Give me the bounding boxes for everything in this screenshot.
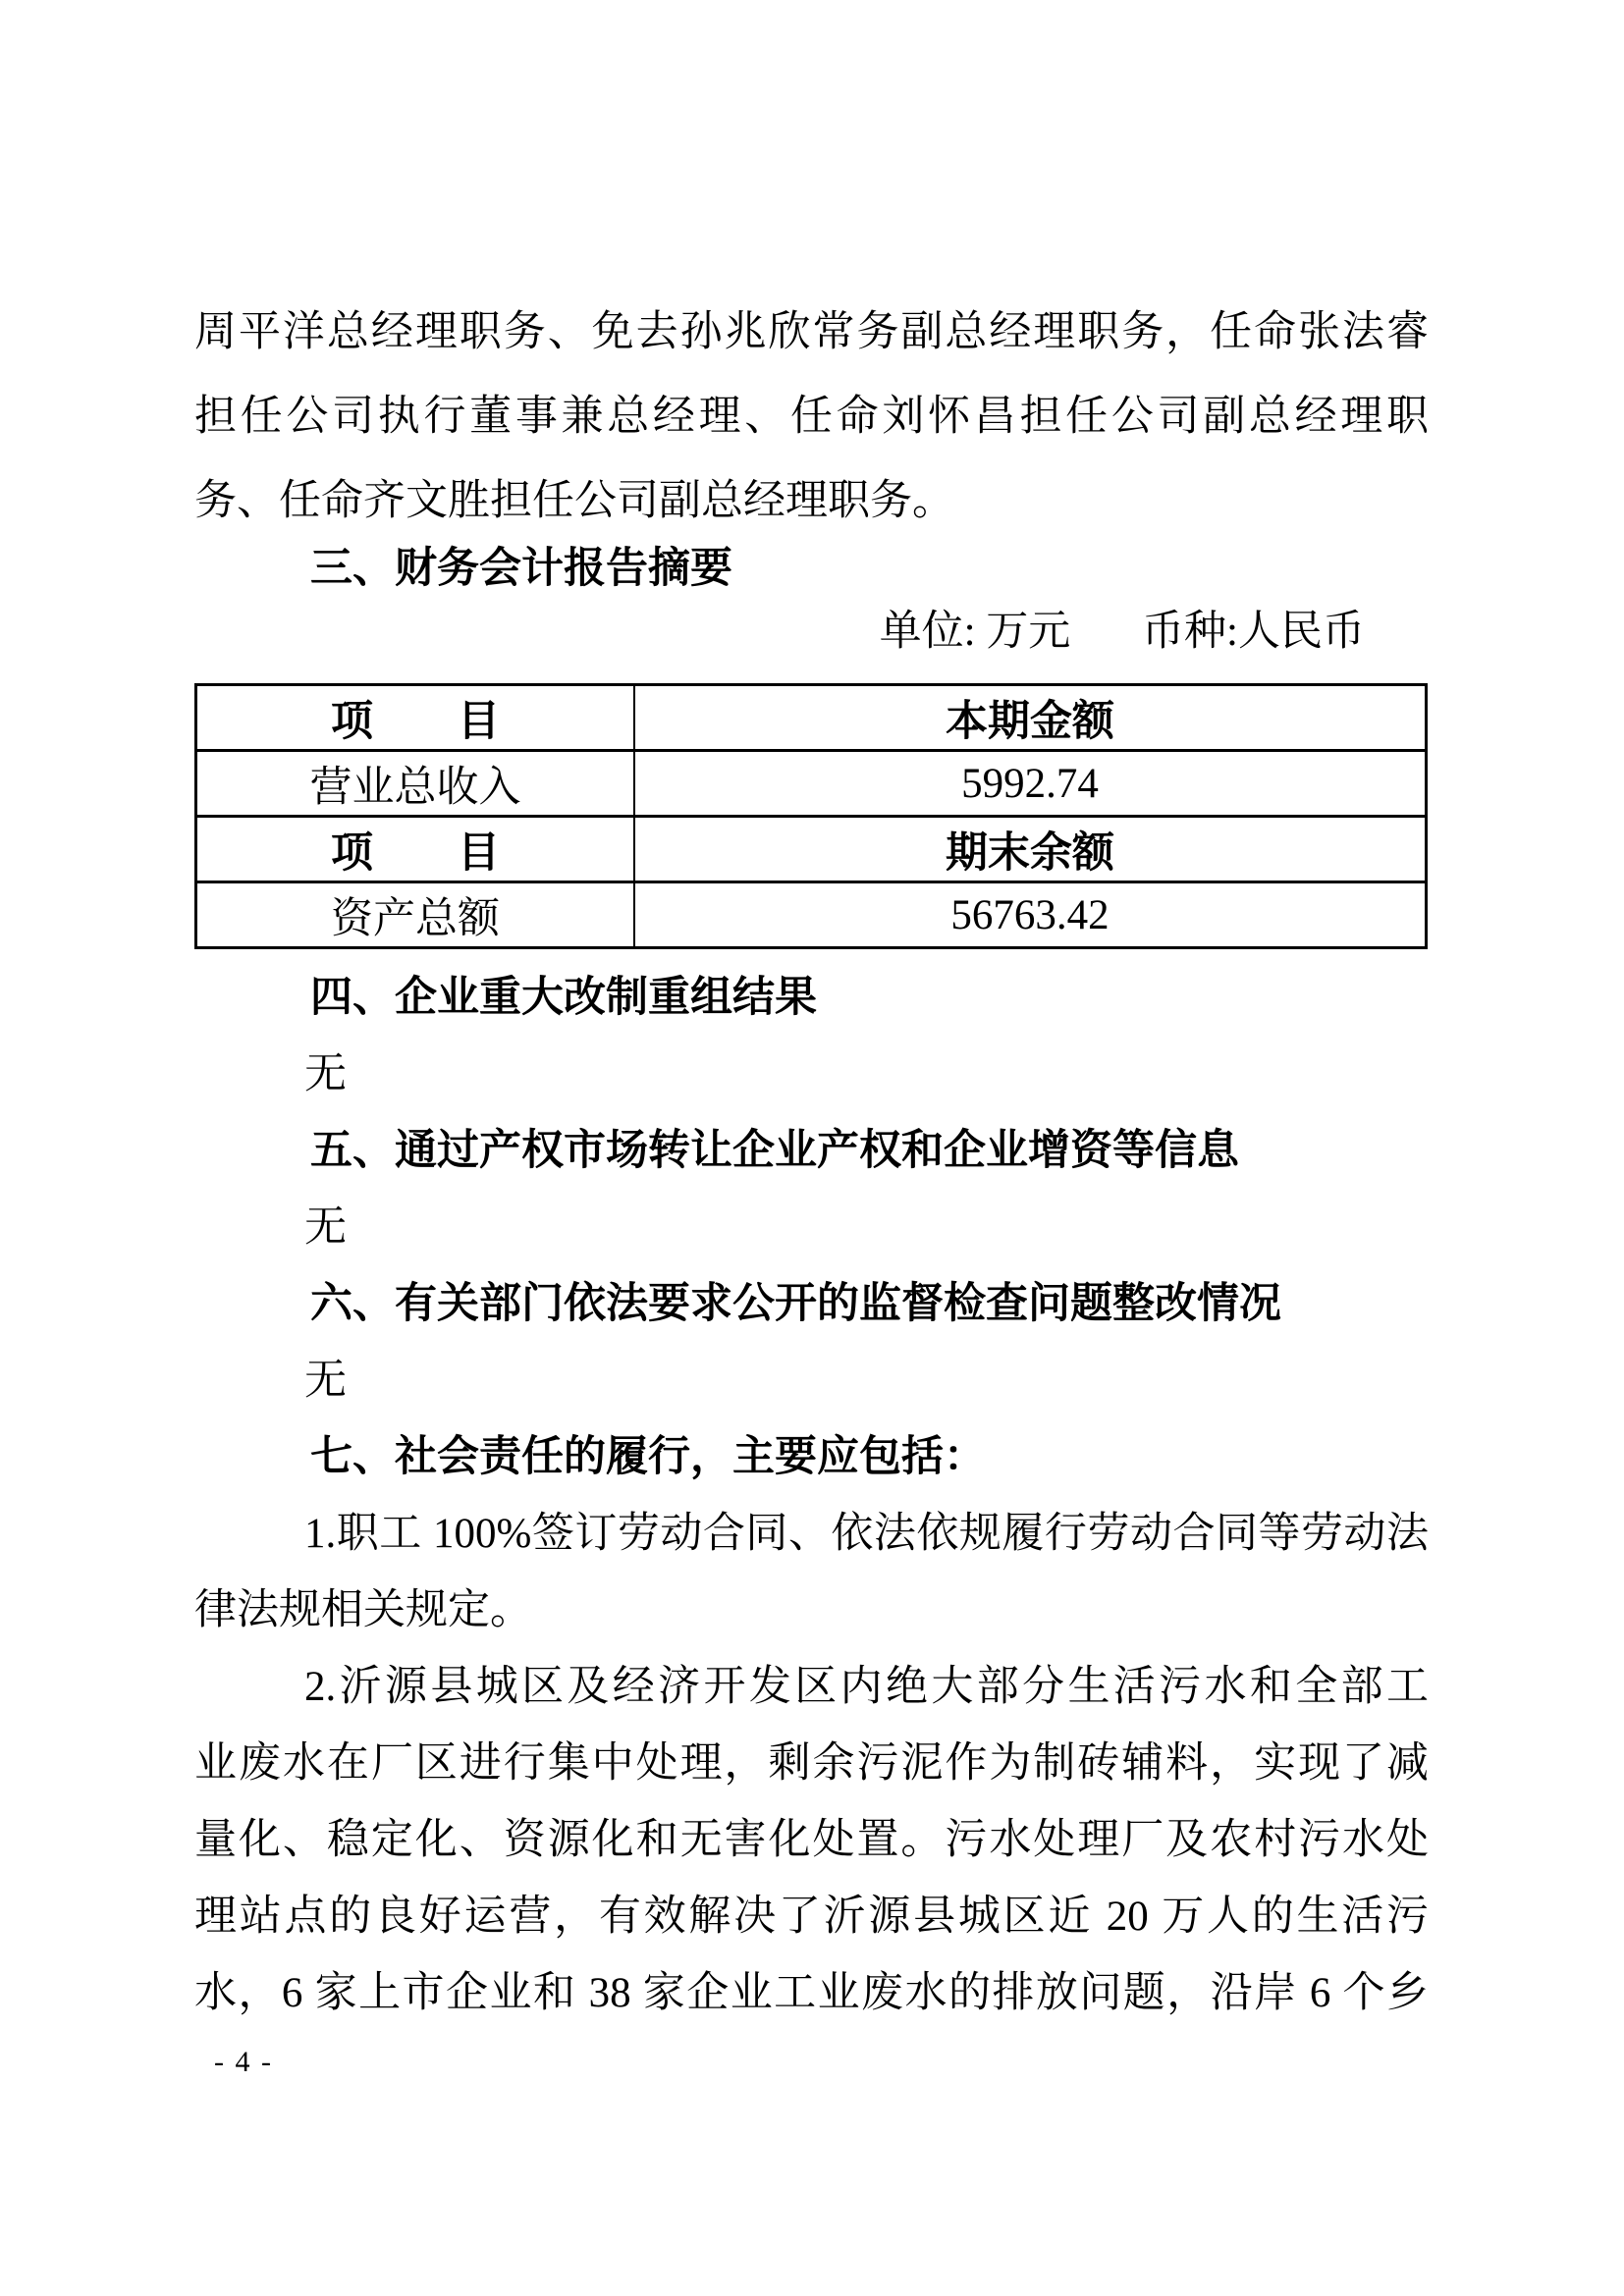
- social-item1-line-1: 1.职工 100%签订劳动合同、依法依规履行劳动合同等劳动法: [304, 1511, 1429, 1557]
- section-body-restructuring: 无: [304, 1051, 347, 1097]
- social-item1-line-2: 律法规相关规定。: [194, 1587, 532, 1633]
- table-cell-value: 56763.42: [634, 882, 1427, 948]
- page-content: [194, 291, 1429, 2032]
- intro-paragraph-line-2: 担任公司执行董事兼总经理、任命刘怀昌担任公司副总经理职: [194, 394, 1429, 440]
- section-body-supervision: 无: [304, 1358, 347, 1404]
- table-cell-value: 5992.74: [634, 751, 1427, 817]
- page-number: - 4 -: [214, 2046, 273, 2078]
- currency-label: 币种:人民币: [1142, 609, 1365, 655]
- social-item2-line-1: 2.沂源县城区及经济开发区内绝大部分生活污水和全部工: [304, 1664, 1429, 1710]
- table-unit-note: [194, 601, 1429, 664]
- table-header-item: 项 目: [196, 817, 635, 882]
- table-header-row: [196, 685, 1427, 751]
- table-row: [196, 882, 1427, 948]
- social-item2-line-2: 业废水在厂区进行集中处理，剩余污泥作为制砖辅料，实现了减: [194, 1740, 1429, 1787]
- table-cell-label: 资产总额: [196, 882, 635, 948]
- section-heading-restructuring: 四、企业重大改制重组结果: [310, 975, 817, 1021]
- section-heading-social-responsibility: 七、社会责任的履行，主要应包括：: [310, 1434, 986, 1480]
- social-item2-line-4: 理站点的良好运营，有效解决了沂源县城区近 20 万人的生活污: [194, 1894, 1429, 1940]
- table-header-row: [196, 817, 1427, 882]
- unit-label: 单位: 万元: [879, 609, 1071, 655]
- social-item2-line-3: 量化、稳定化、资源化和无害化处置。污水处理厂及农村污水处: [194, 1817, 1429, 1863]
- social-item2-line-5: 水，6 家上市企业和 38 家企业工业废水的排放问题，沿岸 6 个乡: [194, 1970, 1429, 2016]
- section-heading-financial-report: 三、财务会计报告摘要: [310, 546, 732, 592]
- section-heading-property-transfer: 五、通过产权市场转让企业产权和企业增资等信息: [310, 1128, 1239, 1174]
- table-header-amount: 期末余额: [634, 817, 1427, 882]
- intro-paragraph-line-3: 务、任命齐文胜担任公司副总经理职务。: [194, 478, 954, 524]
- table-header-amount: 本期金额: [634, 685, 1427, 751]
- table-cell-label: 营业总收入: [196, 751, 635, 817]
- section-body-property-transfer: 无: [304, 1204, 347, 1251]
- table-header-item: 项 目: [196, 685, 635, 751]
- financial-summary-table: [194, 683, 1428, 949]
- intro-paragraph-line-1: 周平洋总经理职务、免去孙兆欣常务副总经理职务，任命张法睿: [194, 309, 1429, 355]
- table-row: [196, 751, 1427, 817]
- section-heading-supervision: 六、有关部门依法要求公开的监督检查问题整改情况: [310, 1281, 1281, 1327]
